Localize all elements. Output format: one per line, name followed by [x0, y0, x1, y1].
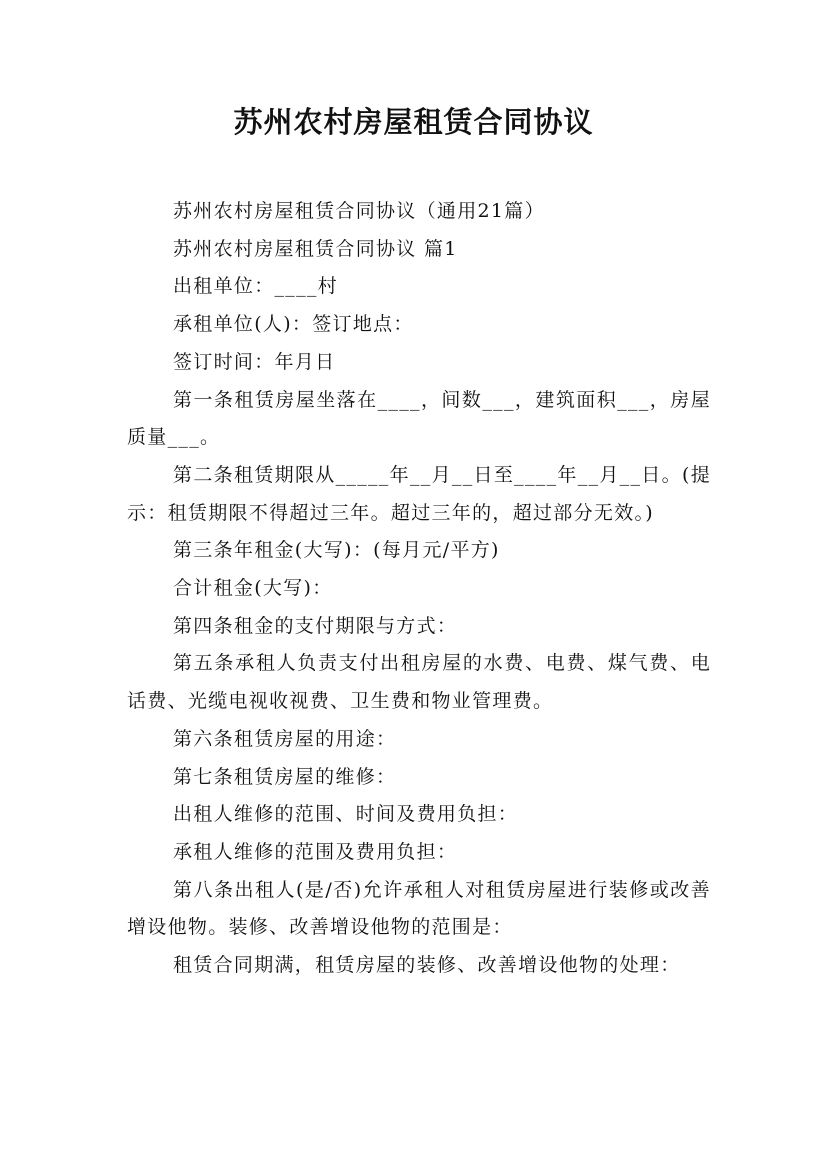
document-body [127, 193, 711, 985]
paragraph-subtitle: 苏州农村房屋租赁合同协议（通用21篇） [173, 200, 545, 222]
paragraph-article-4: 第四条租金的支付期限与方式： [173, 614, 458, 637]
paragraph-article-6: 第六条租赁房屋的用途： [173, 727, 397, 750]
paragraph-total-rent: 合计租金(大写)： [173, 577, 333, 600]
paragraph-article-7: 第七条租赁房屋的维修： [173, 765, 397, 788]
paragraph-sign-date: 签订时间：年月日 [173, 350, 336, 373]
paragraph-article-8: 第八条出租人(是/否)允许承租人对租赁房屋进行装修或改善增设他物。装修、改善增设他物的范围是： [127, 878, 711, 939]
paragraph-lessee-repair: 承租人维修的范围及费用负担： [173, 840, 458, 863]
paragraph-lessor: 出租单位：____村 [173, 275, 339, 298]
paragraph-lessee: 承租单位(人)：签订地点： [173, 313, 414, 336]
paragraph-section-heading: 苏州农村房屋租赁合同协议 篇1 [173, 237, 458, 260]
paragraph-lessor-repair: 出租人维修的范围、时间及费用负担： [173, 803, 519, 826]
paragraph-article-2: 第二条租赁期限从_____年__月__日至____年__月__日。(提示：租赁期限不得超过三年。超过三年的，超过部分无效。) [127, 463, 711, 524]
paragraph-expiry-handling: 租赁合同期满，租赁房屋的装修、改善增设他物的处理： [173, 954, 681, 977]
paragraph-article-3: 第三条年租金(大写)：(每月元/平方) [173, 539, 500, 562]
paragraph-article-5: 第五条承租人负责支付出租房屋的水费、电费、煤气费、电话费、光缆电视收视费、卫生费和物业管理费。 [127, 652, 711, 713]
document-title: 苏州农村房屋租赁合同协议 [233, 105, 594, 139]
paragraph-article-1: 第一条租赁房屋坐落在____，间数___，建筑面积___，房屋质量___。 [127, 388, 711, 449]
